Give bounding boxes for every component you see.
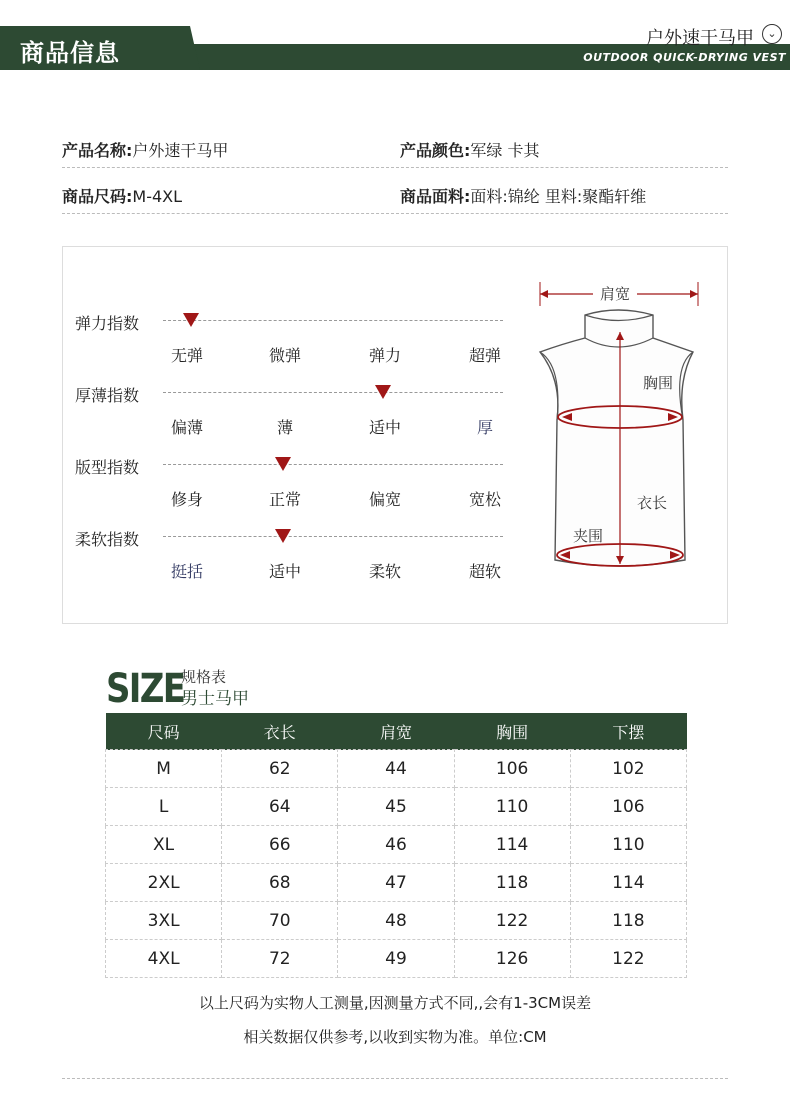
divider xyxy=(62,213,728,214)
index-option: 超弹 xyxy=(468,346,501,365)
divider xyxy=(62,167,728,168)
index-line xyxy=(163,464,503,465)
table-header-cell: 肩宽 xyxy=(338,713,454,750)
index-label-softness: 柔软指数 xyxy=(75,530,140,549)
table-cell: 68 xyxy=(222,864,338,902)
index-option: 正常 xyxy=(268,490,301,509)
index-label-thickness: 厚薄指数 xyxy=(75,386,140,405)
arrow-head xyxy=(690,290,698,298)
table-cell: 46 xyxy=(338,826,454,864)
info-name xyxy=(62,138,228,161)
index-label-fit: 版型指数 xyxy=(75,458,140,477)
table-cell: 110 xyxy=(570,826,686,864)
info-color-value: 军绿 卡其 xyxy=(470,141,540,160)
table-cell: 70 xyxy=(222,902,338,940)
header-title: 商品信息 xyxy=(20,39,120,67)
vest-diagram xyxy=(500,270,720,590)
info-color xyxy=(400,138,540,161)
table-cell: 3XL xyxy=(106,902,222,940)
table-row xyxy=(106,826,687,864)
note-line-2: 相关数据仅供参考,以收到实物为准。单位:CM xyxy=(243,1028,547,1046)
table-cell: L xyxy=(106,788,222,826)
info-name-value: 户外速干马甲 xyxy=(132,141,229,160)
table-cell: 118 xyxy=(454,864,570,902)
table-header-cell: 尺码 xyxy=(106,713,222,750)
table-row xyxy=(106,788,687,826)
chest-label: 胸围 xyxy=(642,374,674,392)
index-line xyxy=(163,320,503,321)
table-cell: 72 xyxy=(222,940,338,978)
table-cell: 106 xyxy=(570,788,686,826)
info-size xyxy=(62,184,182,207)
info-row-1 xyxy=(62,138,728,168)
table-cell: M xyxy=(106,750,222,788)
chevron-down-icon: ⌄ xyxy=(762,24,782,44)
table-header-cell: 胸围 xyxy=(454,713,570,750)
table-cell: 45 xyxy=(338,788,454,826)
index-option: 适中 xyxy=(368,418,401,437)
table-row xyxy=(106,902,687,940)
index-marker xyxy=(375,385,391,399)
info-color-label: 产品颜色: xyxy=(400,141,471,160)
index-option: 弹力 xyxy=(368,346,401,365)
length-label: 衣长 xyxy=(636,494,668,512)
index-option: 超软 xyxy=(468,562,501,581)
table-header-row xyxy=(106,713,687,750)
index-option: 适中 xyxy=(268,562,301,581)
index-marker xyxy=(275,457,291,471)
arrow-head xyxy=(540,290,548,298)
index-option: 挺括 xyxy=(170,562,203,581)
table-cell: 114 xyxy=(454,826,570,864)
table-cell: 110 xyxy=(454,788,570,826)
table-cell: 106 xyxy=(454,750,570,788)
index-option: 厚 xyxy=(476,418,493,437)
info-size-label: 商品尺码: xyxy=(62,187,133,206)
table-cell: 44 xyxy=(338,750,454,788)
note-line-1: 以上尺码为实物人工测量,因测量方式不同,,会有1-3CM误差 xyxy=(198,994,592,1012)
index-option: 修身 xyxy=(170,490,203,509)
info-fabric-value: 面料:锦纶 里料:聚酯轩维 xyxy=(470,187,647,206)
index-marker xyxy=(183,313,199,327)
table-cell: 64 xyxy=(222,788,338,826)
index-option: 微弹 xyxy=(268,346,301,365)
info-row-2 xyxy=(62,184,728,214)
header-subtitle: OUTDOOR QUICK-DRYING VEST xyxy=(583,51,786,64)
size-subtitle: 规格表 xyxy=(181,668,227,686)
table-cell: 47 xyxy=(338,864,454,902)
index-option: 柔软 xyxy=(368,562,401,581)
table-cell: 2XL xyxy=(106,864,222,902)
shoulder-label: 肩宽 xyxy=(599,285,631,303)
vest-outline xyxy=(540,310,693,566)
table-row xyxy=(106,750,687,788)
size-table xyxy=(105,713,687,978)
table-cell: 62 xyxy=(222,750,338,788)
index-option: 宽松 xyxy=(468,490,501,509)
divider xyxy=(62,1078,728,1079)
table-cell: 102 xyxy=(570,750,686,788)
size-logo: SIZE xyxy=(106,666,185,712)
index-option: 偏薄 xyxy=(170,418,203,437)
index-option: 薄 xyxy=(276,418,293,437)
size-subtitle-product: 男士马甲 xyxy=(181,689,249,709)
info-size-value: M-4XL xyxy=(132,187,183,206)
table-cell: 48 xyxy=(338,902,454,940)
table-cell: 49 xyxy=(338,940,454,978)
table-cell: 122 xyxy=(454,902,570,940)
index-line xyxy=(163,392,503,393)
index-option: 无弹 xyxy=(170,346,203,365)
table-header-cell: 下摆 xyxy=(570,713,686,750)
table-cell: 66 xyxy=(222,826,338,864)
index-label-elasticity: 弹力指数 xyxy=(75,314,140,333)
product-title: 户外速干马甲 xyxy=(646,28,754,49)
index-option: 偏宽 xyxy=(368,490,401,509)
table-cell: 118 xyxy=(570,902,686,940)
table-row xyxy=(106,864,687,902)
index-marker xyxy=(275,529,291,543)
table-cell: 126 xyxy=(454,940,570,978)
info-fabric xyxy=(400,184,646,207)
page-header xyxy=(0,0,790,75)
table-cell: 122 xyxy=(570,940,686,978)
info-name-label: 产品名称: xyxy=(62,141,133,160)
table-cell: 114 xyxy=(570,864,686,902)
table-row xyxy=(106,940,687,978)
hem-label: 夹围 xyxy=(572,527,604,545)
info-fabric-label: 商品面料: xyxy=(400,187,471,206)
table-header-cell: 衣长 xyxy=(222,713,338,750)
index-line xyxy=(163,536,503,537)
table-cell: XL xyxy=(106,826,222,864)
table-cell: 4XL xyxy=(106,940,222,978)
